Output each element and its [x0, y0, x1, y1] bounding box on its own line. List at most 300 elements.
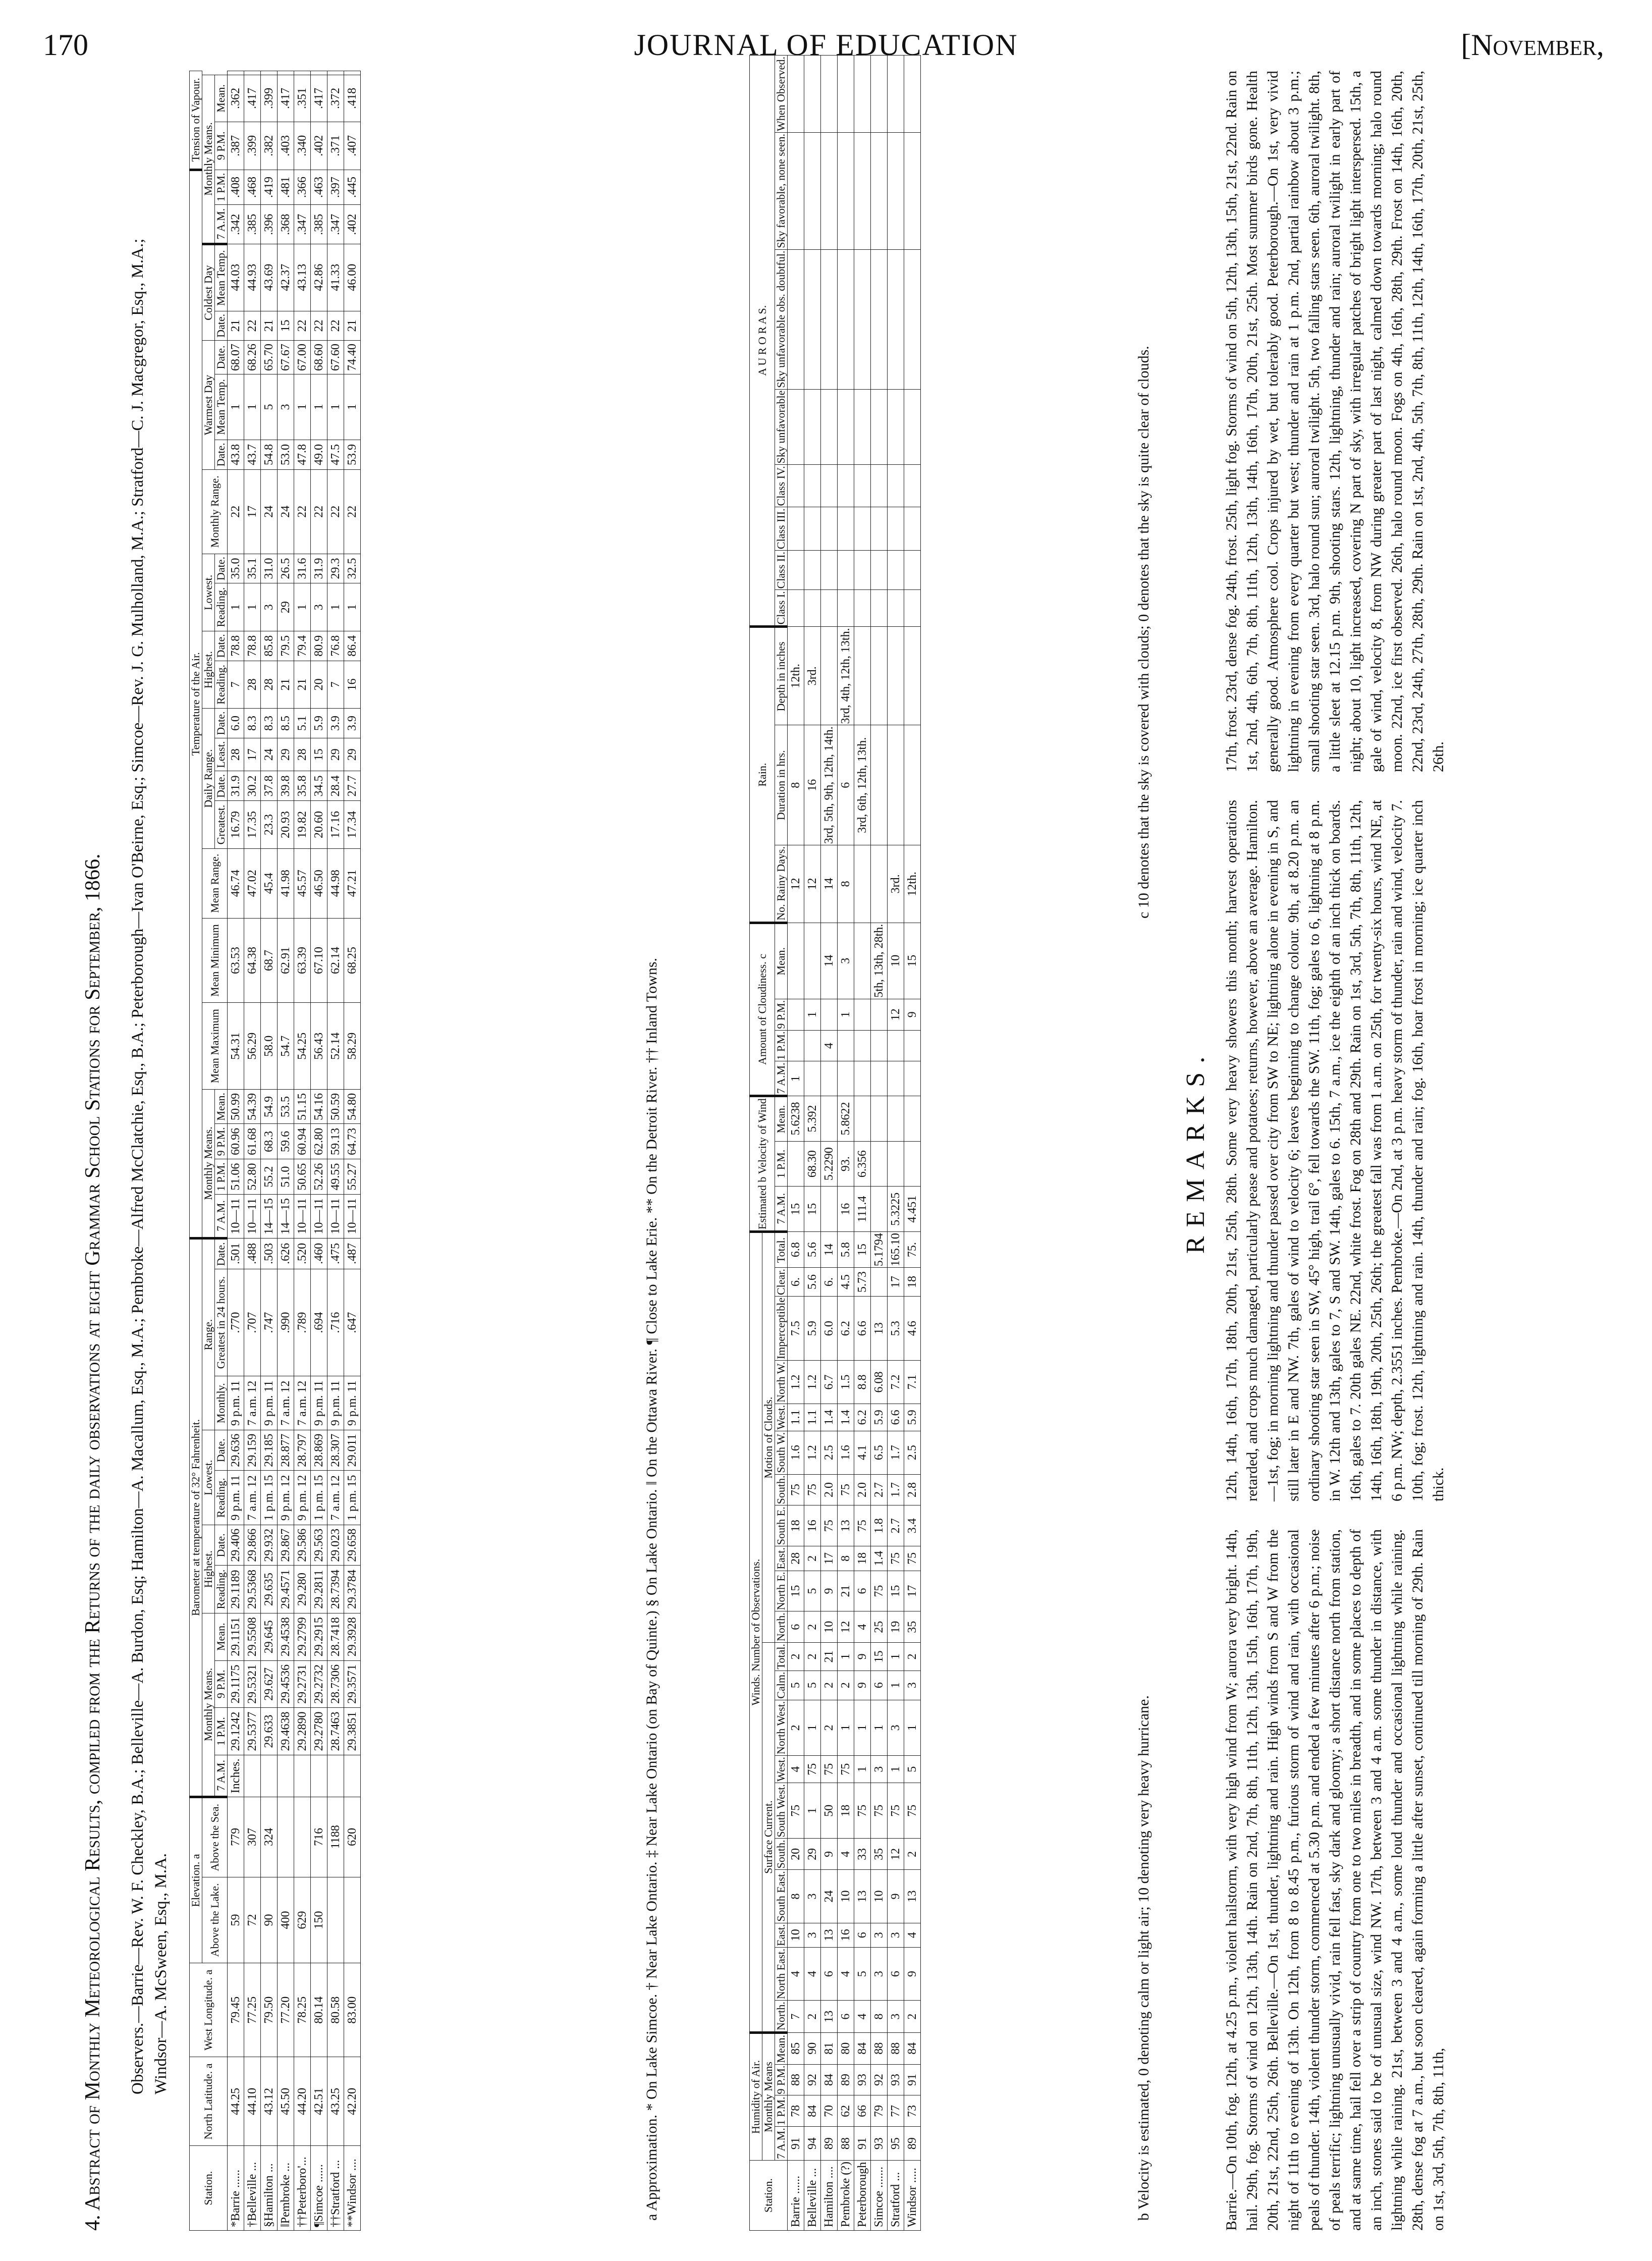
- col-mean-max: Mean Maximum: [202, 1003, 228, 1090]
- table-cell: [327, 1877, 344, 1963]
- h-mean-temp: Mean Temp.: [215, 244, 228, 311]
- table-cell: [904, 1061, 921, 1096]
- table-row: [261, 71, 278, 2231]
- table-cell: 27.7: [344, 771, 361, 801]
- table-cell: 35: [904, 1611, 921, 1643]
- station-name: Barrie ......: [788, 2161, 804, 2231]
- h-mean: Mean.: [215, 1090, 228, 1124]
- table-cell: [804, 56, 821, 133]
- table-cell: 68.26: [244, 341, 261, 374]
- station-name: ‖Pembroke ...: [278, 2146, 294, 2231]
- table-cell: 3: [278, 374, 294, 440]
- table-cell: 307: [244, 1797, 261, 1877]
- table-cell: 29.635: [261, 1566, 278, 1613]
- table-cell: 90: [261, 1877, 278, 1963]
- table-cell: 44.20: [294, 2057, 311, 2146]
- table-cell: 29.2915: [311, 1613, 327, 1660]
- table-cell: [888, 249, 904, 389]
- h-aurora-class: Class III.: [775, 507, 788, 551]
- col-above-sea: Above the Sea.: [202, 1797, 228, 1877]
- table-cell: [821, 627, 838, 725]
- table-cell: 73: [904, 2095, 921, 2127]
- h-cloud-dir: North W.: [775, 1361, 788, 1404]
- table-cell: .399: [244, 122, 261, 170]
- table-row: [904, 56, 921, 2231]
- table-cell: 24: [261, 738, 278, 771]
- table-cell: 2: [821, 1671, 838, 1700]
- table-cell: 12: [888, 1839, 904, 1870]
- table-cell: 6.08: [871, 1361, 888, 1404]
- table-cell: 63.53: [228, 918, 244, 1003]
- table-cell: 3: [311, 583, 327, 631]
- table-cell: 8: [838, 845, 854, 923]
- table-cell: 1: [838, 1643, 854, 1671]
- table-cell: 51.0: [278, 1159, 294, 1195]
- table-cell: 9: [854, 1671, 871, 1700]
- table-cell: [854, 1096, 871, 1142]
- table-cell: 8: [788, 1870, 804, 1923]
- table-cell: 4: [788, 1756, 804, 1783]
- table-cell: 1: [244, 374, 261, 440]
- table-cell: 10: [788, 1923, 804, 1947]
- table-cell: [904, 725, 921, 845]
- table-cell: [871, 56, 888, 133]
- table-cell: 50.99: [228, 1090, 244, 1124]
- table-cell: 2.5: [821, 1431, 838, 1474]
- table-cell: 75.: [904, 1232, 921, 1268]
- table-cell: [871, 1096, 888, 1142]
- table-cell: [278, 71, 294, 75]
- table-cell: 85: [788, 2032, 804, 2064]
- table-cell: [888, 1096, 904, 1142]
- table-cell: [854, 133, 871, 250]
- col-vapour: Tension of Vapour.: [190, 71, 202, 170]
- table-cell: 15: [311, 738, 327, 771]
- table-cell: 3rd, 5th, 9th, 12th, 14th.: [821, 725, 838, 845]
- station-name: Peterborough: [854, 2161, 871, 2231]
- table-cell: 54.80: [344, 1090, 361, 1124]
- table-cell: 2.0: [821, 1474, 838, 1505]
- table-cell: 7 a.m. 12: [327, 1471, 344, 1525]
- table-cell: 23.3: [261, 801, 278, 849]
- table-cell: 29.3784: [344, 1566, 361, 1613]
- table-cell: [244, 1755, 261, 1797]
- table-cell: 22: [344, 469, 361, 554]
- table-cell: 47.21: [344, 848, 361, 918]
- table-cell: .372: [327, 75, 344, 122]
- table-cell: 62.91: [278, 918, 294, 1003]
- h-surface-dir: Total.: [775, 1643, 788, 1671]
- table-cell: 21: [821, 1643, 838, 1671]
- table-cell: 1 p.m. 15: [261, 1471, 278, 1525]
- h-cloud-dir: South W.: [775, 1431, 788, 1474]
- table-cell: [788, 56, 804, 133]
- table-cell: 78: [788, 2095, 804, 2127]
- table-cell: 42.20: [344, 2057, 361, 2146]
- table-cell: [821, 551, 838, 590]
- table-cell: 16: [344, 661, 361, 709]
- h-cloud-dir: West.: [775, 1404, 788, 1431]
- table-cell: [904, 56, 921, 133]
- table-cell: 1 p.m. 15: [311, 1471, 327, 1525]
- table-cell: [854, 551, 871, 590]
- col-cloudiness: Amount of Cloudiness. c: [750, 923, 775, 1096]
- table-cell: 79.50: [261, 1963, 278, 2057]
- table-cell: 43.69: [261, 244, 278, 311]
- table-cell: 81: [821, 2032, 838, 2064]
- h-1pm: 1 P.M.: [215, 1708, 228, 1755]
- h-date: Date.: [215, 440, 228, 470]
- table-cell: 54.31: [228, 1003, 244, 1090]
- table-cell: Inches.: [228, 1755, 244, 1797]
- col-warmest: Warmest Day: [202, 341, 215, 470]
- table-cell: 1.8: [871, 1505, 888, 1546]
- table2-subheaders: [775, 56, 788, 2231]
- table-cell: [804, 551, 821, 590]
- table-cell: 29.1151: [228, 1613, 244, 1660]
- table-cell: 75: [888, 1546, 904, 1571]
- table-cell: 3: [888, 2001, 904, 2033]
- table-cell: [904, 133, 921, 250]
- table-cell: 79.4: [294, 631, 311, 661]
- table-cell: [854, 1061, 871, 1096]
- table-cell: 6: [821, 1947, 838, 2000]
- table-cell: 35.0: [228, 554, 244, 583]
- table-row: [327, 71, 344, 2231]
- table-cell: 1: [904, 1700, 921, 1755]
- table-cell: 94: [804, 2127, 821, 2161]
- article-title: 4. Abstract of Monthly Meteorological Results, compiled from the Returns of the daily observations at eight Grammar School Stations for September, 1866.: [81, 853, 104, 2231]
- table-cell: [804, 133, 821, 250]
- table-cell: [261, 1755, 278, 1797]
- table-cell: 1: [294, 583, 311, 631]
- table-cell: 5.1794: [871, 1232, 888, 1268]
- table-cell: .475: [327, 1238, 344, 1269]
- table-row: [838, 56, 854, 2231]
- table-cell: 29.636: [228, 1430, 244, 1471]
- table-cell: 29.3: [327, 554, 344, 583]
- table-cell: [888, 389, 904, 465]
- table-cell: 1: [228, 583, 244, 631]
- table-cell: 6: [788, 1611, 804, 1643]
- page-number: 170: [43, 28, 88, 62]
- table-cell: [788, 389, 804, 465]
- table-cell: [854, 465, 871, 507]
- table-cell: [788, 465, 804, 507]
- station-name: Simcoe .......: [871, 2161, 888, 2231]
- table-cell: 91: [788, 2127, 804, 2161]
- table-cell: 5: [904, 1756, 921, 1783]
- table-cell: [228, 71, 244, 75]
- table-cell: 22: [311, 311, 327, 341]
- h-9pm: 9 P.M.: [215, 1124, 228, 1159]
- h-1pm: 1 P.M.: [215, 1159, 228, 1195]
- table-cell: 49.55: [327, 1159, 344, 1195]
- h-9pm: 9 P.M.: [215, 122, 228, 170]
- table-cell: 6.: [788, 1268, 804, 1297]
- table-cell: [904, 551, 921, 590]
- table-cell: 1.6: [838, 1431, 854, 1474]
- table-cell: 29.280: [294, 1566, 311, 1613]
- h-greatest: Greatest.: [215, 801, 228, 849]
- h-reading: Reading.: [215, 583, 228, 631]
- table-cell: .468: [244, 170, 261, 205]
- station-name: ††Stratford ...: [327, 2146, 344, 2231]
- table-cell: 55.27: [344, 1159, 361, 1195]
- table-cell: 75: [838, 1474, 854, 1505]
- table-cell: 5: [804, 1571, 821, 1611]
- table-row: [854, 56, 871, 2231]
- table-cell: 2: [804, 2001, 821, 2033]
- h-surface-dir: East.: [775, 1923, 788, 1947]
- table-cell: 5: [804, 1671, 821, 1700]
- table-cell: 150: [311, 1877, 327, 1963]
- table-cell: [788, 590, 804, 627]
- table-cell: 49.0: [311, 440, 327, 470]
- table-cell: 28.307: [327, 1430, 344, 1471]
- table-cell: 31.0: [261, 554, 278, 583]
- table-cell: 29.645: [261, 1613, 278, 1660]
- h-9pm: 9 P.M.: [775, 2064, 788, 2095]
- table-cell: 9 p.m. 11: [327, 1376, 344, 1430]
- table-cell: 78.25: [294, 1963, 311, 2057]
- table-cell: 68.7: [261, 918, 278, 1003]
- table-cell: 9: [888, 1870, 904, 1923]
- h-9pm: 9 P.M.: [215, 1660, 228, 1708]
- col-winds: Winds. Number of Observations.: [750, 1232, 762, 2033]
- table-cell: 56.43: [311, 1003, 327, 1090]
- table-cell: 12: [804, 845, 821, 923]
- table-cell: .366: [294, 170, 311, 205]
- table-cell: 4: [854, 1611, 871, 1643]
- table-cell: 5.392: [804, 1096, 821, 1142]
- table-cell: [888, 1030, 904, 1061]
- table-cell: 19: [888, 1611, 904, 1643]
- table-cell: 29.3571: [344, 1660, 361, 1708]
- table-cell: 62.14: [327, 918, 344, 1003]
- table-row: [244, 71, 261, 2231]
- table-cell: [871, 1187, 888, 1232]
- h-cloud: Mean.: [775, 923, 788, 999]
- table-cell: 75: [888, 1783, 904, 1839]
- table-row: [871, 56, 888, 2231]
- station-name: Belleville ...: [804, 2161, 821, 2231]
- table-cell: 18: [838, 1783, 854, 1839]
- table-cell: 3rd.: [888, 845, 904, 923]
- table-cell: .403: [278, 122, 294, 170]
- table-cell: .397: [327, 170, 344, 205]
- table-cell: 43.25: [327, 2057, 344, 2146]
- h-cloud-dir: East.: [775, 1546, 788, 1571]
- h-mean: Mean.: [215, 1613, 228, 1660]
- h-cloud-dir: Clear.: [775, 1268, 788, 1297]
- table-cell: [804, 1061, 821, 1096]
- table-cell: 54.9: [261, 1090, 278, 1124]
- table-cell: 17: [904, 1571, 921, 1611]
- table-cell: 3.9: [327, 709, 344, 738]
- table-cell: [804, 923, 821, 999]
- table-cell: 21: [294, 661, 311, 709]
- table-cell: 12: [888, 999, 904, 1030]
- table-cell: [821, 389, 838, 465]
- station-name: Stratford ...: [888, 2161, 904, 2231]
- table-cell: 46.74: [228, 848, 244, 918]
- table-cell: .481: [278, 170, 294, 205]
- h-cloud: 9 P.M.: [775, 999, 788, 1030]
- table-cell: 1: [788, 1061, 804, 1096]
- table-cell: 59.6: [278, 1124, 294, 1159]
- table-cell: 75: [854, 1505, 871, 1546]
- table-cell: 13: [838, 1505, 854, 1546]
- col-baro-range: Range.: [202, 1238, 215, 1430]
- h-cloud-dir: Imperceptible: [775, 1297, 788, 1361]
- table-cell: 29.011: [344, 1430, 361, 1471]
- table-cell: [904, 249, 921, 389]
- table-cell: 54.39: [244, 1090, 261, 1124]
- table-cell: 79: [871, 2095, 888, 2127]
- table-cell: 1: [838, 999, 854, 1030]
- table-cell: .418: [344, 75, 361, 122]
- table-cell: 53.5: [278, 1090, 294, 1124]
- table-cell: 84: [904, 2032, 921, 2064]
- table-cell: 4.5: [838, 1268, 854, 1297]
- table-cell: 28: [244, 661, 261, 709]
- table-cell: 88: [838, 2127, 854, 2161]
- h-mean-temp: Mean Temp.: [215, 374, 228, 440]
- table-cell: 1.4: [871, 1546, 888, 1571]
- table-cell: 22: [294, 469, 311, 554]
- table-cell: 4.451: [904, 1187, 921, 1232]
- table-cell: [344, 1877, 361, 1963]
- h-date: Date.: [215, 341, 228, 374]
- h-7am: 7 A.M.: [775, 2127, 788, 2161]
- table-cell: 15: [888, 1571, 904, 1611]
- table-cell: 24: [278, 469, 294, 554]
- table-cell: 29: [278, 738, 294, 771]
- table-cell: 29.2780: [311, 1708, 327, 1755]
- table-cell: 18: [788, 1505, 804, 1546]
- table-cell: 15: [854, 1232, 871, 1268]
- col-lat: North Latitude. a: [190, 2057, 228, 2146]
- table-row: [228, 71, 244, 2231]
- table-cell: 4: [838, 1839, 854, 1870]
- h-surface-dir: Calm.: [775, 1671, 788, 1700]
- table-cell: .707: [244, 1269, 261, 1376]
- table-cell: [838, 389, 854, 465]
- table-cell: 2: [788, 1700, 804, 1755]
- table-cell: 66: [854, 2095, 871, 2127]
- table-cell: [838, 133, 854, 250]
- table-cell: [854, 590, 871, 627]
- remarks-column-3: 17th, frost. 23rd, dense fog. 24th, frost. 25th, light fog. Storms of wind on 5th, 12th, 13th, 15th, 21st, 22nd. Rain on 1st, 2nd, 4th, 6th, 7th, 8th, 11th, 12th, 13th, 14th, 16th, 17th, 20th, 21st, 25th. Most summer birds gone. Health generally good. Atmosphere cool. Crops injured by wet, but tolerably good. Peterborough.—On 1st, very vivid lightning in evening from every quarter but west; thunder and rain at 1 p.m. 2nd, partial rainbow about 3 p.m.; small shooting star seen. 3rd, halo round sun; auroral twilight. 5th, two falling stars seen. 6th, auroral twilight. 8th, a little sleet at 12.15 p.m. 9th, shooting stars. 12th, lightning, thunder and rain; auroral twilight in early part of night; about 10, light increased, covering N part of sky, with irregular patches of bright light interspersed. 15th, a gale of wind, velocity 8, from NW during greater part of last night, calmed down towards morning; halo round moon. 22nd, ice first observed. 26th, halo round moon. Fogs on 4th, 16th, 28th, 29th. Frost on 14th, 16th, 20th, 22nd, 23rd, 24th, 27th, 28th, 29th. Rain on 1st, 2nd, 4th, 5th, 7th, 8th, 11th, 12th, 14th, 16th, 17th, 20th, 21st, 25th, 26th.: [1223, 71, 1447, 772]
- table-cell: [871, 133, 888, 250]
- h-1pm: 1 P.M.: [215, 170, 228, 205]
- table-cell: 17: [244, 469, 261, 554]
- table-cell: 45.50: [278, 2057, 294, 2146]
- h-date: Date.: [215, 1238, 228, 1269]
- table-cell: 21: [261, 311, 278, 341]
- table-cell: 29.1175: [228, 1660, 244, 1708]
- table-row: [888, 56, 904, 2231]
- table-cell: 28.7306: [327, 1660, 344, 1708]
- table-cell: 9: [904, 999, 921, 1030]
- table-cell: 79.5: [278, 631, 294, 661]
- table-cell: 1: [294, 374, 311, 440]
- table-cell: .342: [228, 205, 244, 244]
- col-humidity: Humidity of Air.: [750, 2032, 762, 2160]
- h-date: Date.: [215, 709, 228, 738]
- table-cell: [838, 1061, 854, 1096]
- table-cell: 53.0: [278, 440, 294, 470]
- h-rainy-days: No. Rainy Days.: [775, 845, 788, 923]
- table-cell: 75: [788, 1783, 804, 1839]
- table-cell: 83.00: [344, 1963, 361, 2057]
- table-cell: 2: [821, 1700, 838, 1755]
- table-cell: 1.4: [838, 1404, 854, 1431]
- h-7am: 7 A.M.: [215, 1195, 228, 1239]
- remarks-heading: REMARKS.: [1181, 1047, 1210, 1254]
- table-cell: 29.932: [261, 1525, 278, 1566]
- table-cell: 88: [788, 2064, 804, 2095]
- h-date: Date.: [215, 771, 228, 801]
- h-date: Date.: [215, 631, 228, 661]
- table-cell: 29.3851: [344, 1708, 361, 1755]
- remarks-column-2: 12th, 14th, 16th, 17th, 18th, 20th, 21st, 25th, 28th. Some very heavy showers this month; harvest operations retarded, and crops much damaged, particularly pease and potatoes; returns, however, above an average. Hamilton.—1st, fog; in morning lightning and thunder passed over city from SW to NE; lightning alone in evening in S, and still later in E and NW. 7th, gales of wind to velocity 6; leaves beginning to change colour. 9th, at 8.20 p.m. an ordinary shooting star seen in SW, 45° high, trail 6°, fell towards the SW. 11th, fog; gales to 6, lightning at 8 p.m. in W. 12th and 13th, gales to 7, S and SW. 14th, gales to 6. 15th, 7 a.m., ice the eighth of an inch thick on boards. 16th, gales to 7. 20th gales NE. 22nd, white frost. Fog on 28th and 29th. Rain on 1st, 3rd, 5th, 7th, 8th, 11th, 12th, 14th, 16th, 18th, 19th, 20th, 25th, 26th; the greatest fall was from 1 a.m. on 25th, for twenty-six hours, wind NE, at 6 p.m. NW; depth, 2.3551 inches. Pembroke.—On 2nd, at 3 p.m. heavy storm of thunder, rain and wind, velocity 7. 10th, fog; frost. 12th, lightning and rain. 14th, thunder and rain; fog. 16th, hoar frost in morning; ice quarter inch thick.: [1223, 800, 1447, 1501]
- table-cell: 1: [838, 1700, 854, 1755]
- table-cell: .417: [278, 75, 294, 122]
- table-cell: .747: [261, 1269, 278, 1376]
- table-cell: 3: [838, 923, 854, 999]
- col-monthly-range: Monthly Range.: [202, 469, 228, 554]
- table-cell: 1: [311, 374, 327, 440]
- table-cell: [871, 999, 888, 1030]
- table-cell: 6.7: [821, 1361, 838, 1404]
- col-mean-min: Mean Minimum: [202, 918, 228, 1003]
- table-cell: 4: [838, 1947, 854, 2000]
- table-cell: [804, 507, 821, 551]
- table-cell: 1: [854, 1756, 871, 1783]
- table-cell: 75: [871, 1783, 888, 1839]
- table-cell: 6.6: [888, 1404, 904, 1431]
- table-cell: 65.70: [261, 341, 278, 374]
- table-cell: 7.2: [888, 1361, 904, 1404]
- col-temperature: Temperature of the Air.: [190, 170, 202, 1238]
- col-above-lake: Above the Lake.: [202, 1877, 228, 1963]
- table-cell: 13: [854, 1870, 871, 1923]
- table-cell: 77: [888, 2095, 904, 2127]
- table-cell: 42.86: [311, 244, 327, 311]
- table-cell: 67.60: [327, 341, 344, 374]
- table-cell: 4: [904, 1923, 921, 1947]
- table-cell: 62: [838, 2095, 854, 2127]
- table-cell: .716: [327, 1269, 344, 1376]
- col-vapour-means: Monthly Means.: [202, 75, 215, 244]
- table-cell: 3.4: [904, 1505, 921, 1546]
- table-cell: 45.4: [261, 848, 278, 918]
- table-cell: .417: [244, 75, 261, 122]
- table-cell: 10—11: [344, 1195, 361, 1239]
- table-cell: 14—15: [261, 1195, 278, 1239]
- table-cell: 9: [904, 1947, 921, 2000]
- table-cell: 50.65: [294, 1159, 311, 1195]
- table-cell: 7: [228, 661, 244, 709]
- table-cell: .417: [311, 75, 327, 122]
- table-cell: 1: [888, 1756, 904, 1783]
- table-cell: [821, 507, 838, 551]
- table-cell: 33: [854, 1839, 871, 1870]
- journal-title: JOURNAL OF EDUCATION: [634, 28, 1018, 62]
- table-cell: 6.2: [854, 1404, 871, 1431]
